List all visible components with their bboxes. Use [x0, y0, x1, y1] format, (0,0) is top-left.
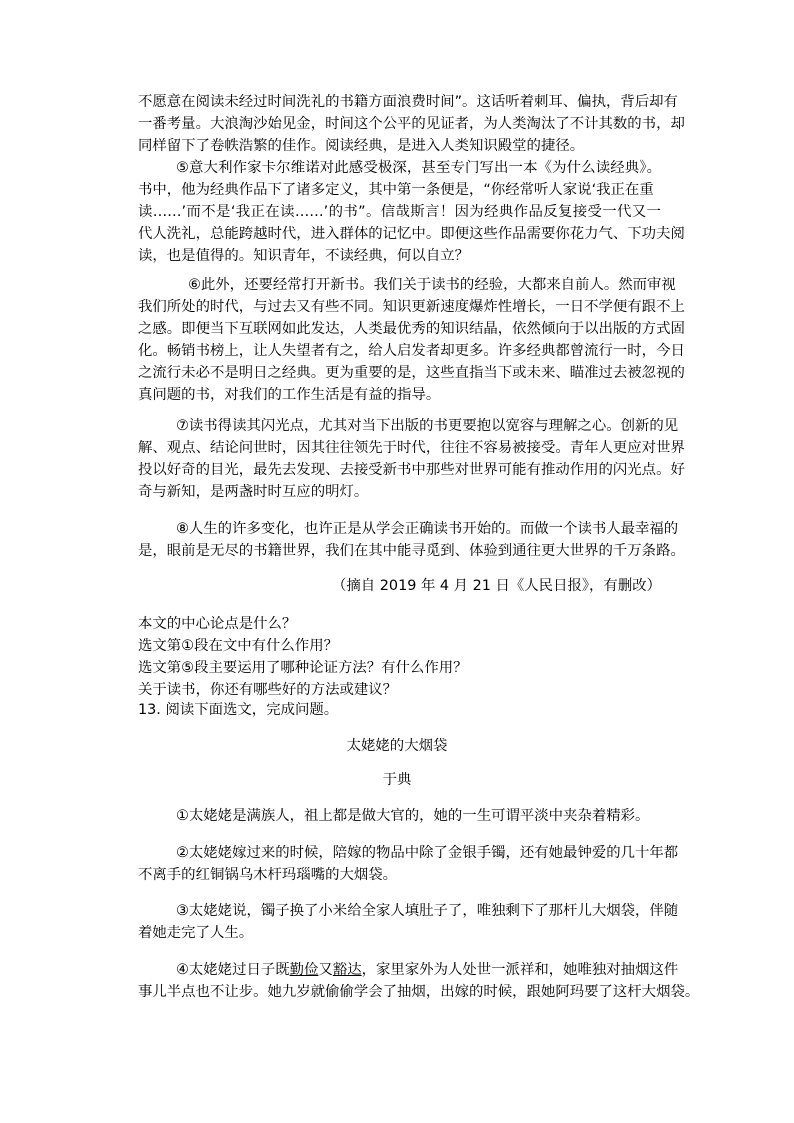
text-line: 之流行未必不是明日之经典。更为重要的是，这些直指当下或未来、瞄准过去被忽视的 — [138, 365, 685, 381]
text-line: 书中，他为经典作品下了诸多定义，其中第一条便是，“你经常听人家说‘我正在重 — [138, 182, 654, 198]
paragraph-7-start: ⑦读书得读其闪光点，尤其对当下出版的书更要抱以宽容与理解之心。创新的见 — [176, 418, 679, 434]
underlined-word: 豁达 — [332, 962, 362, 978]
text-line: 读，也是值得的。知识青年，不读经典，何以自立？ — [138, 248, 469, 264]
text-line: 解、观点、结论问世时，因其往往领先于时代，往往不容易被接受。青年人更应对世界 — [138, 440, 685, 456]
question-item: 关于读书，你还有哪些好的方法或建议？ — [138, 682, 398, 698]
paragraph-8-start: ⑧人生的许多变化，也许正是从学会正确读书开始的。而做一个读书人最幸福的 — [176, 521, 679, 537]
text-line: 奇与新知，是两盏时时互应的明灯。 — [138, 484, 369, 500]
text-line: 我们所处的时代，与过去又有些不同。知识更新速度爆炸性增长，一日不学便有跟不上 — [138, 299, 685, 315]
story-paragraph-3-start: ③太姥姥说，镯子换了小米给全家人填肚子了，唯独剩下了那杆儿大烟袋，伴随 — [176, 903, 679, 919]
story-title: 太姥姥的大烟袋 — [346, 738, 448, 754]
underlined-word: 勤俭 — [289, 962, 319, 978]
question-item: 本文的中心论点是什么？ — [138, 616, 297, 632]
story-paragraph-2-start: ②太姥姥嫁过来的时候，陪嫁的物品中除了金银手镯，还有她最钟爱的几十年都 — [176, 845, 679, 861]
text-line: 化。畅销书榜上，让人失望者有之，给人启发者却更多。许多经典都曾流行一时，今日 — [138, 343, 685, 359]
text-segment: ④太姥姥过日子既 — [176, 962, 290, 978]
story-author: 于典 — [382, 772, 412, 788]
text-line: 不离手的红铜锅乌木杆玛瑙嘴的大烟袋。 — [138, 867, 398, 883]
source-citation: （摘自 2019 年 4 月 21 日《人民日报》，有删改） — [332, 578, 661, 594]
text-line: 代人洗礼，总能跨越时代，进入群体的记忆中。即便这些作品需要你花力气、下功夫阅 — [138, 226, 685, 242]
paragraph-5-start: ⑤意大利作家卡尔维诺对此感受极深，甚至专门写出一本《为什么读经典》。 — [176, 160, 661, 176]
story-paragraph-4-start — [176, 961, 679, 979]
text-line: 之感。即便当下互联网如此发达，人类最优秀的知识结晶，依然倾向于以出版的方式固 — [138, 321, 685, 337]
story-paragraph-1: ①太姥姥是满族人，祖上都是做大官的，她的一生可谓平淡中夹杂着精彩。 — [176, 808, 650, 824]
text-line: 一番考量。大浪淘沙始见金，时间这个公平的见证者，为人类淘汰了不计其数的书，却 — [138, 116, 685, 132]
text-line: 事儿半点也不让步。她九岁就偷偷学会了抽烟，出嫁的时候，跟她阿玛要了这杆大烟袋。 — [138, 984, 700, 1000]
text-line: 投以好奇的目光，最先去发现、去接受新书中那些对世界可能有推动作用的闪光点。好 — [138, 462, 685, 478]
text-line: 着她走完了人生。 — [138, 925, 254, 941]
question-item: 选文第①段在文中有什么作用？ — [138, 638, 338, 654]
paragraph-6-start: ⑥此外，还要经常打开新书。我们关于读书的经验，大都来自前人。然而审视 — [188, 277, 676, 293]
question-item: 选文第⑤段主要运用了哪种论证方法？有什么作用？ — [138, 660, 468, 676]
text-line: 读……’而不是‘我正在读……’的书”。信哉斯言！因为经典作品反复接受一代又一 — [138, 204, 661, 220]
text-line: 同样留下了卷帙浩繁的佳作。阅读经典，是进入人类知识殿堂的捷径。 — [138, 138, 585, 154]
text-line: 是，眼前是无尽的书籍世界，我们在其中能寻觅到、体验到通往更大世界的千万条路。 — [138, 543, 685, 559]
text-segment: ，家里家外为人处世一派祥和，她唯独对抽烟这件 — [361, 962, 679, 978]
question-heading: 13. 阅读下面选文，完成问题。 — [138, 702, 339, 718]
text-line: 不愿意在阅读未经过时间洗礼的书籍方面浪费时间”。这话听着刺耳、偏执，背后却有 — [138, 94, 678, 110]
text-segment: 又 — [318, 962, 333, 978]
text-line: 真问题的书，对我们的工作生活是有益的指导。 — [138, 387, 441, 403]
